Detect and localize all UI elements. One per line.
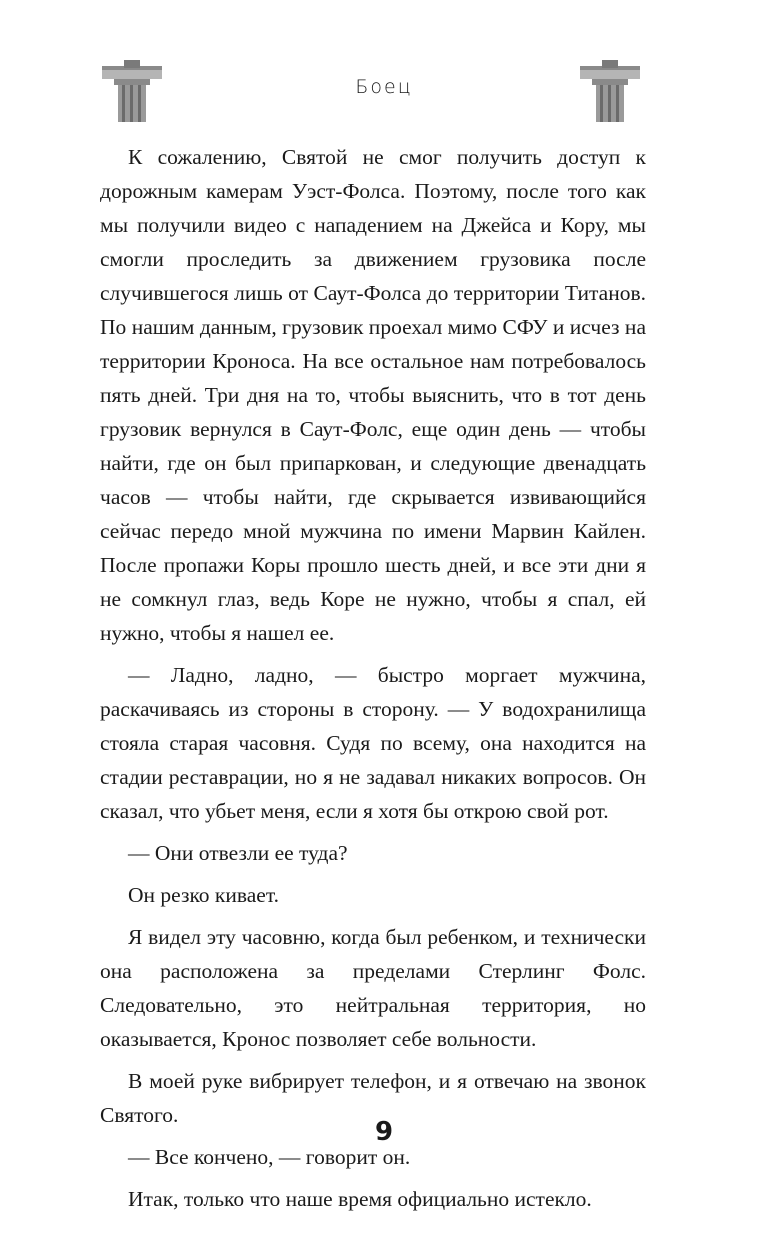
paragraph: — Они отвезли ее туда?: [128, 841, 348, 865]
paragraph: Итак, только что наше время официально истекло.: [128, 1187, 592, 1211]
paragraph: Я видел эту часовню, когда был ребенком, и технически она расположена за пределами Стерлинг Фолс. Следовательно, это нейтральная территория, но оказывается, Кронос позволяет себе вольности.: [100, 925, 646, 1051]
paragraph: — Все кончено, — говорит он.: [128, 1145, 411, 1169]
running-title: Боец: [355, 76, 413, 98]
body-text: [100, 140, 646, 1216]
paragraph: В моей руке вибрирует телефон, и я отвечаю на звонок Святого.: [100, 1069, 646, 1127]
column-ornament-right-icon: [578, 58, 642, 122]
paragraph: К сожалению, Святой не смог получить доступ к дорожным камерам Уэст-Фолса. Поэтому, после того как мы получили видео с нападением на Джейса и Кору, мы смогли проследить за движением грузовика после случившегося лишь от Саут-Фолса до территории Титанов. По нашим данным, грузовик проехал мимо СФУ и исчез на территории Кроноса. На все остальное нам потребовалось пять дней. Три дня на то, чтобы выяснить, что в тот день грузовик вернулся в Саут-Фолс, еще один день — чтобы найти, где он был припаркован, и следующие двенадцать часов — чтобы найти, где скрывается извивающийся сейчас передо мной мужчина по имени Марвин Кайлен. После пропажи Коры прошло шесть дней, и все эти дни я не сомкнул глаз, ведь Коре не нужно, чтобы я спал, ей нужно, чтобы я нашел ее.: [100, 145, 646, 645]
paragraph: — Ладно, ладно, — быстро моргает мужчина, раскачиваясь из стороны в сторону. — У водохранилища стояла старая часовня. Судя по всему, она находится на стадии реставрации, но я не задавал никаких вопросов. Он сказал, что убьет меня, если я хотя бы открою свой рот.: [100, 663, 646, 823]
page-number: 9: [374, 1117, 394, 1147]
paragraph: Он резко кивает.: [128, 883, 279, 907]
